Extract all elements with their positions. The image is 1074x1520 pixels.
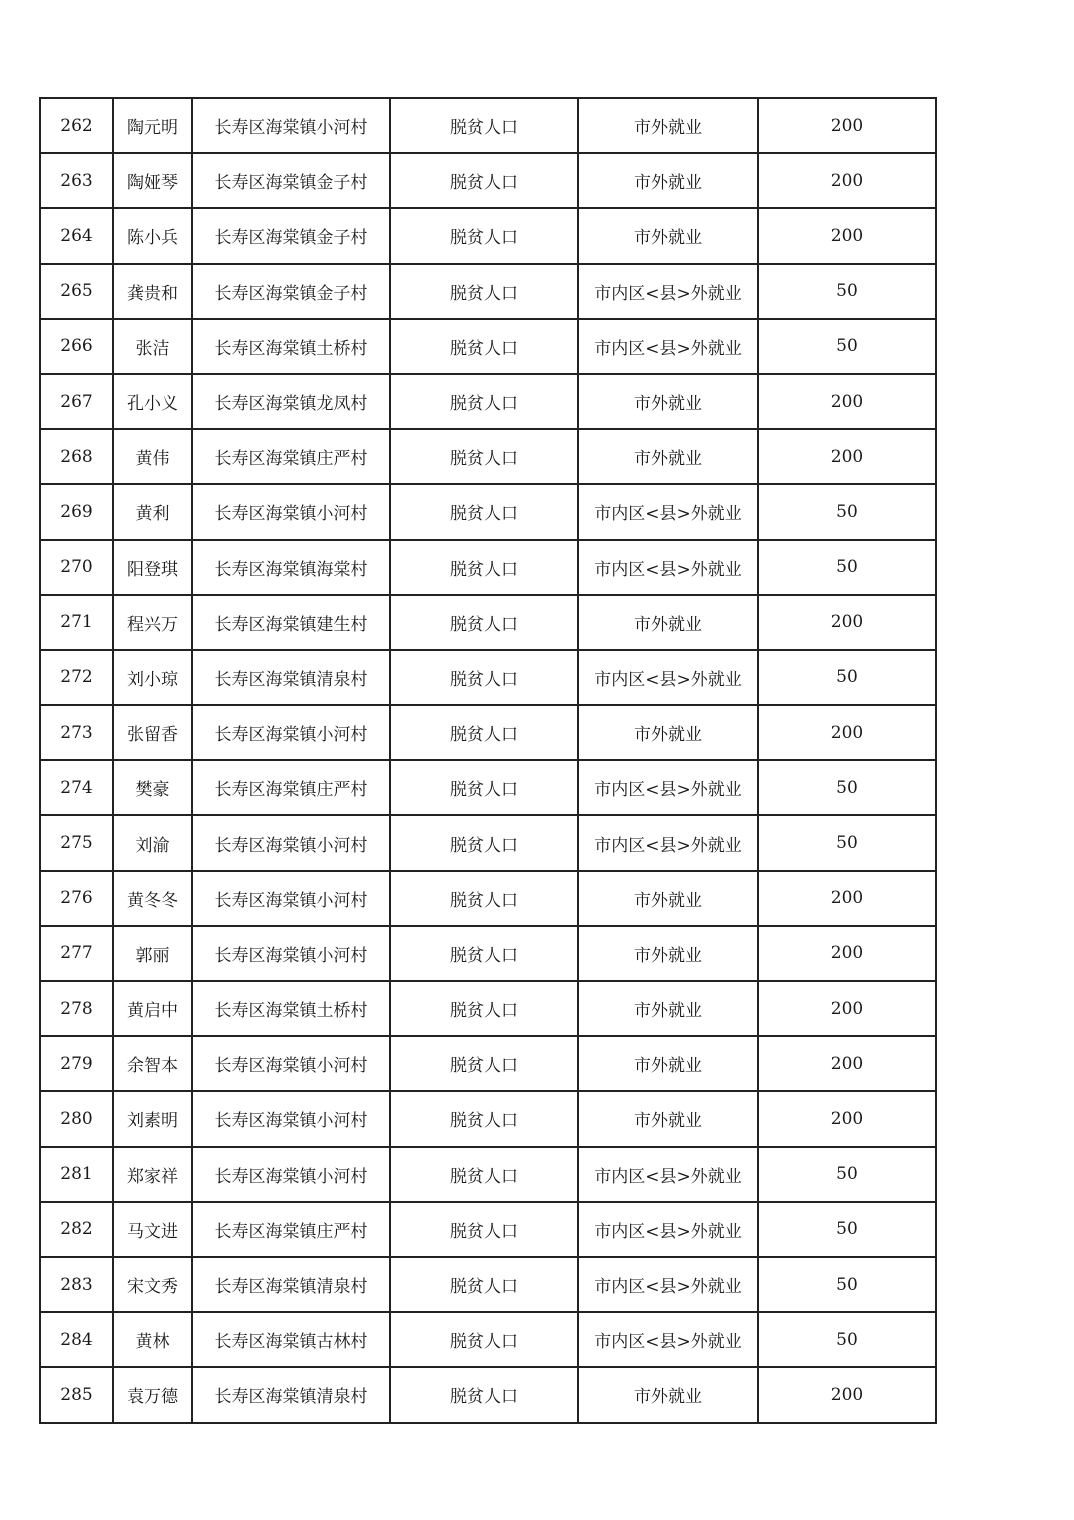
table-row xyxy=(40,429,936,484)
cell-name: 黄冬冬 xyxy=(113,871,192,926)
cell-category: 脱贫人口 xyxy=(390,153,578,208)
cell-number: 268 xyxy=(40,429,113,484)
cell-address: 长寿区海棠镇小河村 xyxy=(192,1147,390,1202)
beneficiary-table xyxy=(39,97,937,1424)
table-row xyxy=(40,815,936,870)
cell-name: 樊豪 xyxy=(113,760,192,815)
cell-category: 脱贫人口 xyxy=(390,1036,578,1091)
cell-category: 脱贫人口 xyxy=(390,815,578,870)
cell-address: 长寿区海棠镇土桥村 xyxy=(192,981,390,1036)
cell-category: 脱贫人口 xyxy=(390,1091,578,1146)
cell-address: 长寿区海棠镇清泉村 xyxy=(192,1367,390,1422)
cell-address: 长寿区海棠镇小河村 xyxy=(192,815,390,870)
table-row xyxy=(40,760,936,815)
cell-amount: 50 xyxy=(758,264,936,319)
cell-employment: 市内区<县>外就业 xyxy=(578,815,758,870)
cell-amount: 200 xyxy=(758,1036,936,1091)
cell-employment: 市外就业 xyxy=(578,1367,758,1422)
cell-category: 脱贫人口 xyxy=(390,540,578,595)
cell-address: 长寿区海棠镇小河村 xyxy=(192,1036,390,1091)
cell-amount: 200 xyxy=(758,595,936,650)
cell-address: 长寿区海棠镇清泉村 xyxy=(192,1257,390,1312)
cell-category: 脱贫人口 xyxy=(390,595,578,650)
cell-category: 脱贫人口 xyxy=(390,98,578,153)
cell-employment: 市外就业 xyxy=(578,153,758,208)
cell-name: 黄伟 xyxy=(113,429,192,484)
cell-employment: 市内区<县>外就业 xyxy=(578,650,758,705)
cell-number: 262 xyxy=(40,98,113,153)
cell-employment: 市外就业 xyxy=(578,1036,758,1091)
cell-number: 272 xyxy=(40,650,113,705)
table-row xyxy=(40,1367,936,1422)
cell-amount: 50 xyxy=(758,1202,936,1257)
cell-address: 长寿区海棠镇庄严村 xyxy=(192,429,390,484)
cell-number: 278 xyxy=(40,981,113,1036)
cell-employment: 市外就业 xyxy=(578,208,758,263)
table-row xyxy=(40,981,936,1036)
cell-category: 脱贫人口 xyxy=(390,871,578,926)
table-row xyxy=(40,871,936,926)
cell-address: 长寿区海棠镇庄严村 xyxy=(192,1202,390,1257)
table-body xyxy=(40,98,936,1423)
table-row xyxy=(40,540,936,595)
table-row xyxy=(40,1036,936,1091)
cell-employment: 市外就业 xyxy=(578,98,758,153)
cell-name: 黄启中 xyxy=(113,981,192,1036)
cell-name: 龚贵和 xyxy=(113,264,192,319)
cell-employment: 市外就业 xyxy=(578,374,758,429)
cell-employment: 市内区<县>外就业 xyxy=(578,264,758,319)
cell-name: 陶娅琴 xyxy=(113,153,192,208)
cell-name: 刘素明 xyxy=(113,1091,192,1146)
cell-number: 263 xyxy=(40,153,113,208)
cell-employment: 市外就业 xyxy=(578,981,758,1036)
cell-amount: 200 xyxy=(758,98,936,153)
table-row xyxy=(40,484,936,539)
cell-address: 长寿区海棠镇小河村 xyxy=(192,1091,390,1146)
cell-name: 孔小义 xyxy=(113,374,192,429)
cell-name: 黄林 xyxy=(113,1312,192,1367)
table-row xyxy=(40,1257,936,1312)
cell-amount: 200 xyxy=(758,981,936,1036)
cell-amount: 200 xyxy=(758,926,936,981)
cell-address: 长寿区海棠镇小河村 xyxy=(192,926,390,981)
cell-number: 285 xyxy=(40,1367,113,1422)
cell-number: 281 xyxy=(40,1147,113,1202)
table-row xyxy=(40,595,936,650)
cell-number: 276 xyxy=(40,871,113,926)
cell-employment: 市外就业 xyxy=(578,429,758,484)
table-row xyxy=(40,926,936,981)
cell-name: 郑家祥 xyxy=(113,1147,192,1202)
cell-category: 脱贫人口 xyxy=(390,760,578,815)
cell-name: 余智本 xyxy=(113,1036,192,1091)
cell-name: 刘渝 xyxy=(113,815,192,870)
cell-employment: 市内区<县>外就业 xyxy=(578,540,758,595)
cell-address: 长寿区海棠镇金子村 xyxy=(192,153,390,208)
cell-number: 279 xyxy=(40,1036,113,1091)
cell-amount: 50 xyxy=(758,1312,936,1367)
cell-amount: 50 xyxy=(758,484,936,539)
cell-amount: 200 xyxy=(758,208,936,263)
cell-category: 脱贫人口 xyxy=(390,319,578,374)
cell-address: 长寿区海棠镇古林村 xyxy=(192,1312,390,1367)
cell-name: 阳登琪 xyxy=(113,540,192,595)
cell-number: 267 xyxy=(40,374,113,429)
cell-amount: 200 xyxy=(758,871,936,926)
cell-name: 张留香 xyxy=(113,705,192,760)
cell-name: 马文进 xyxy=(113,1202,192,1257)
table-row xyxy=(40,208,936,263)
cell-number: 274 xyxy=(40,760,113,815)
cell-number: 264 xyxy=(40,208,113,263)
cell-category: 脱贫人口 xyxy=(390,650,578,705)
cell-amount: 50 xyxy=(758,1257,936,1312)
table-row xyxy=(40,1202,936,1257)
cell-employment: 市内区<县>外就业 xyxy=(578,1257,758,1312)
cell-category: 脱贫人口 xyxy=(390,208,578,263)
cell-employment: 市内区<县>外就业 xyxy=(578,1147,758,1202)
table-row xyxy=(40,1091,936,1146)
table-row xyxy=(40,153,936,208)
cell-amount: 200 xyxy=(758,153,936,208)
table-row xyxy=(40,705,936,760)
cell-category: 脱贫人口 xyxy=(390,926,578,981)
cell-name: 张洁 xyxy=(113,319,192,374)
cell-address: 长寿区海棠镇建生村 xyxy=(192,595,390,650)
cell-number: 277 xyxy=(40,926,113,981)
table-row xyxy=(40,264,936,319)
cell-address: 长寿区海棠镇小河村 xyxy=(192,705,390,760)
cell-employment: 市外就业 xyxy=(578,705,758,760)
table-row xyxy=(40,1147,936,1202)
cell-address: 长寿区海棠镇金子村 xyxy=(192,264,390,319)
cell-amount: 200 xyxy=(758,1367,936,1422)
cell-category: 脱贫人口 xyxy=(390,1367,578,1422)
cell-employment: 市内区<县>外就业 xyxy=(578,1312,758,1367)
cell-number: 269 xyxy=(40,484,113,539)
cell-name: 陶元明 xyxy=(113,98,192,153)
cell-address: 长寿区海棠镇海棠村 xyxy=(192,540,390,595)
cell-name: 黄利 xyxy=(113,484,192,539)
cell-name: 郭丽 xyxy=(113,926,192,981)
cell-employment: 市内区<县>外就业 xyxy=(578,484,758,539)
cell-name: 陈小兵 xyxy=(113,208,192,263)
cell-amount: 50 xyxy=(758,650,936,705)
cell-category: 脱贫人口 xyxy=(390,374,578,429)
cell-address: 长寿区海棠镇土桥村 xyxy=(192,319,390,374)
cell-amount: 200 xyxy=(758,374,936,429)
cell-address: 长寿区海棠镇小河村 xyxy=(192,871,390,926)
cell-category: 脱贫人口 xyxy=(390,1312,578,1367)
cell-name: 程兴万 xyxy=(113,595,192,650)
table-row xyxy=(40,98,936,153)
cell-address: 长寿区海棠镇庄严村 xyxy=(192,760,390,815)
cell-address: 长寿区海棠镇清泉村 xyxy=(192,650,390,705)
table-row xyxy=(40,650,936,705)
cell-category: 脱贫人口 xyxy=(390,264,578,319)
cell-amount: 50 xyxy=(758,319,936,374)
cell-number: 284 xyxy=(40,1312,113,1367)
cell-employment: 市内区<县>外就业 xyxy=(578,319,758,374)
cell-category: 脱贫人口 xyxy=(390,429,578,484)
cell-number: 280 xyxy=(40,1091,113,1146)
cell-address: 长寿区海棠镇龙凤村 xyxy=(192,374,390,429)
cell-number: 265 xyxy=(40,264,113,319)
cell-employment: 市外就业 xyxy=(578,1091,758,1146)
table-row xyxy=(40,319,936,374)
cell-amount: 200 xyxy=(758,705,936,760)
cell-employment: 市内区<县>外就业 xyxy=(578,760,758,815)
cell-number: 266 xyxy=(40,319,113,374)
cell-category: 脱贫人口 xyxy=(390,1257,578,1312)
table-row xyxy=(40,1312,936,1367)
cell-name: 刘小琼 xyxy=(113,650,192,705)
cell-category: 脱贫人口 xyxy=(390,1147,578,1202)
cell-category: 脱贫人口 xyxy=(390,484,578,539)
cell-name: 宋文秀 xyxy=(113,1257,192,1312)
cell-name: 袁万德 xyxy=(113,1367,192,1422)
cell-address: 长寿区海棠镇小河村 xyxy=(192,98,390,153)
cell-amount: 50 xyxy=(758,1147,936,1202)
cell-employment: 市外就业 xyxy=(578,595,758,650)
cell-number: 271 xyxy=(40,595,113,650)
cell-number: 282 xyxy=(40,1202,113,1257)
cell-address: 长寿区海棠镇金子村 xyxy=(192,208,390,263)
cell-amount: 200 xyxy=(758,429,936,484)
cell-category: 脱贫人口 xyxy=(390,705,578,760)
cell-category: 脱贫人口 xyxy=(390,1202,578,1257)
cell-employment: 市外就业 xyxy=(578,871,758,926)
cell-amount: 50 xyxy=(758,760,936,815)
cell-amount: 200 xyxy=(758,1091,936,1146)
cell-address: 长寿区海棠镇小河村 xyxy=(192,484,390,539)
cell-number: 270 xyxy=(40,540,113,595)
cell-amount: 50 xyxy=(758,815,936,870)
cell-number: 273 xyxy=(40,705,113,760)
cell-employment: 市外就业 xyxy=(578,926,758,981)
cell-number: 283 xyxy=(40,1257,113,1312)
cell-employment: 市内区<县>外就业 xyxy=(578,1202,758,1257)
cell-category: 脱贫人口 xyxy=(390,981,578,1036)
cell-number: 275 xyxy=(40,815,113,870)
cell-amount: 50 xyxy=(758,540,936,595)
table-row xyxy=(40,374,936,429)
